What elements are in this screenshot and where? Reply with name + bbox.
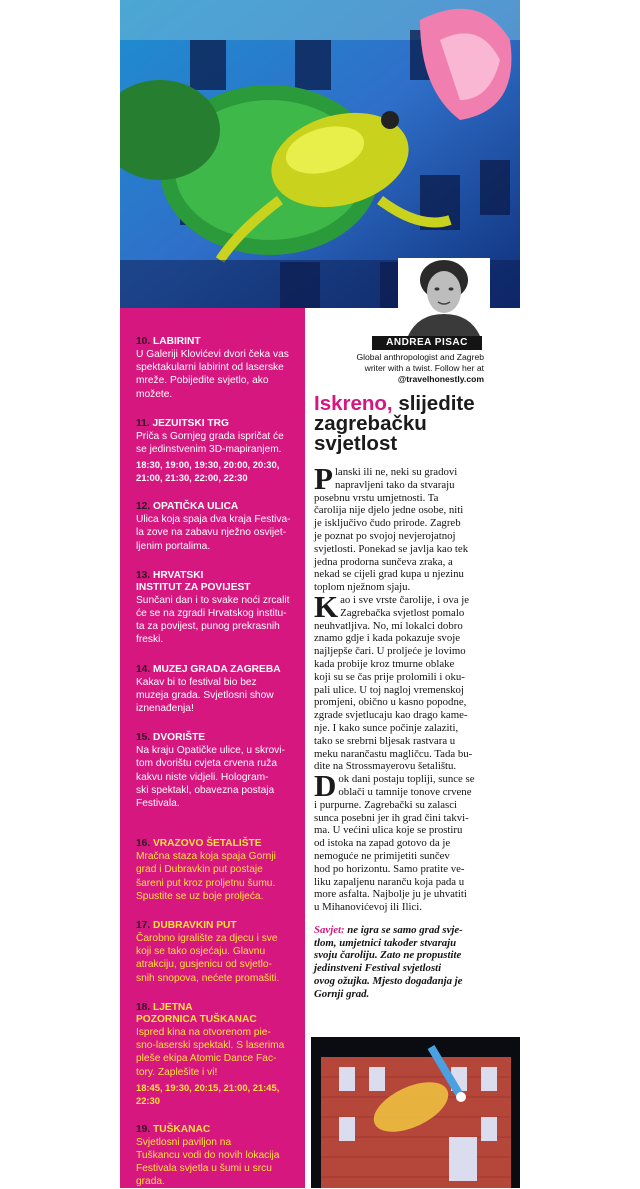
headline-rest: slijedite zagrebačku svjetlost (314, 392, 475, 455)
location-item (136, 1124, 295, 1189)
location-number: 15. (136, 732, 151, 744)
location-number: 18. (136, 1001, 151, 1013)
location-item (136, 732, 295, 810)
location-item (136, 664, 295, 716)
location-times: 18:45, 19:30, 20:15, 21:00, 21:45, 22:30 (136, 1081, 280, 1106)
paragraph (314, 588, 512, 773)
location-text: U Galeriji Klovićevi dvori čeka vas spektakularni labirint od laserske mreže. Pobijedite svjetlo, ako možete. (136, 349, 289, 400)
location-item (136, 336, 295, 401)
headline-accent: Iskreno, (314, 392, 393, 415)
location-text: Mračna staza koja spaja Gornji grad i Dubravkin put postaje šareni put kroz proljetnu šumu. Spustite se uz boje proljeća. (136, 851, 276, 902)
location-item (136, 501, 295, 553)
location-number: 17. (136, 920, 151, 932)
location-number: 14. (136, 663, 151, 675)
location-title: MUZEJ GRADA ZAGREBA (153, 663, 281, 675)
article-body (314, 461, 512, 1001)
location-title: LJETNA POZORNICA TUŠKANAC (136, 1001, 257, 1025)
drop-cap: P (314, 461, 333, 496)
location-title: OPATIČKA ULICA (153, 501, 239, 513)
drop-cap: D (314, 768, 337, 804)
headline (314, 394, 504, 454)
location-item (136, 418, 295, 484)
location-text: Ulica koja spaja dva kraja Festiva- la zove na zabavu nježno osvijet- ljenim portalima. (136, 514, 291, 552)
author-bio (312, 352, 484, 385)
location-item (136, 838, 295, 903)
author-portrait (398, 258, 490, 336)
drop-cap: K (314, 588, 339, 624)
tip-text: ne igra se samo grad svje- tlom, umjetnici također stvaraju svoju čaroliju. Zato ne propustite jedinstveni Festival svjetlosti ovog ožujka. Mjesto događanja je Gornji grad. (314, 923, 463, 1000)
location-title: VRAZOVO ŠETALIŠTE (153, 838, 262, 850)
location-times: 18:30, 19:00, 19:30, 20:00, 20:30, 21:00, 21:30, 22:00, 22:30 (136, 459, 280, 484)
paragraph-text: ok dani postaju topliji, sunce se oblači u tamnije tonove crvene i purpurne. Zagrebački su zalasci sunca posebni jer ih grad čini takvi- ma. U većini ulica koje se prostiru od istoka na zapad gotovo da je nemoguće ne primijetiti sunčev hod po horizontu. Samo pratite ve- liku zapaljenu naranču koja pada u more asfalta. Najbolje ju je uhvatiti u Mihanovićevoj ili Ilici. (314, 773, 475, 914)
location-text: Na kraju Opatičke ulice, u skrovi- tom dvorištu cvjeta crvena ruža kakvu niste vidjeli. Hologram- ski spektakl, obavezna postaja Festivala. (136, 745, 285, 810)
location-item (136, 570, 295, 647)
bottom-photo (311, 1037, 520, 1188)
location-title: DVORIŠTE (153, 732, 206, 744)
location-title: JEZUITSKI TRG (152, 417, 229, 429)
location-text: Kakav bi to festival bio bez muzeja grada. Svjetlosni show iznenađenja! (136, 676, 274, 715)
author-handle: @travelhonestly.com (397, 374, 484, 384)
location-number: 19. (136, 1123, 151, 1135)
location-text: Svjetlosni paviljon na Tuškancu vodi do novih lokacija Festivala svjetla u šumi u srcu grada. (136, 1136, 280, 1188)
paragraph (314, 461, 512, 594)
location-number: 10. (136, 336, 151, 347)
location-item (136, 1002, 295, 1107)
paragraph-text: lanski ili ne, neki su gradovi napravljeni tako da stvaraju posebnu vrstu umjetnosti. Ta čarolija nije djelo jedne osobe, niti je isključivo čudo prirode. Zagreb je poznat po svojoj nevjerojatnoj svjetlosti. Ponekad se javlja kao tek jedna prodorna sunčeva zraka, a nekad se cijeli grad kupa u njezinu toplom nježnom sjaju. (314, 466, 469, 594)
location-number: 11. (136, 417, 150, 429)
location-title: TUŠKANAC (153, 1123, 211, 1135)
location-item (136, 920, 295, 985)
location-number: 16. (136, 838, 151, 850)
location-number: 12. (136, 501, 151, 513)
location-title: HRVATSKI INSTITUT ZA POVIJEST (136, 569, 251, 593)
location-title: DUBRAVKIN PUT (153, 920, 237, 932)
location-text: Sunčani dan i to svake noći zrcalit će se na zgradi Hrvatskog institu- ta za povijest, punog prekrasnih freski. (136, 594, 290, 646)
author-name: ANDREA PISAC (372, 336, 482, 350)
locations-column (120, 308, 305, 1188)
location-text: Priča s Gornjeg grada ispričat će se jedinstvenim 3D-mapiranjem. (136, 430, 284, 456)
tip-label: Savjet: (314, 923, 345, 936)
location-text: Ispred kina na otvorenom pie- sno-laserski spektakl. S laserima pleše ekipa Atomic Dance Fac- tory. Zaplešite i vi! (136, 1026, 285, 1078)
tip-paragraph (314, 924, 512, 1001)
location-text: Čarobno igralište za djecu i sve koji se tako osjećaju. Glavnu atrakciju, gusjenicu od svjetlo- snih snopova, nećete promašiti. (136, 933, 280, 984)
location-title: LABIRINT (153, 336, 201, 347)
author-bio-text: Global anthropologist and Zagreb writer with a twist. Follow her at (356, 352, 484, 373)
paragraph (314, 768, 512, 914)
location-number: 13. (136, 569, 151, 581)
paragraph-text: ao i sve vrste čarolije, i ova je Zagrebačka svjetlost pomalo neuhvatljiva. No, mi lokalci dobro znamo gdje i kada pokazuje svoje najljepše čari. U proljeće je lovimo kada probije kroz tmurne oblake koji su se čas prije prolomili i oku- pali ulice. U toj naglој vremenskoj promjeni, obično u kasno popodne, zgrade svjetlucaju kao drago kame- nje. I kako sunce počinje zalaziti, tako se srebrni bljesak rastvara u meku narančastu magličcu. Tada bu- dite na Strossmayerovu šetalištu. (314, 593, 473, 773)
